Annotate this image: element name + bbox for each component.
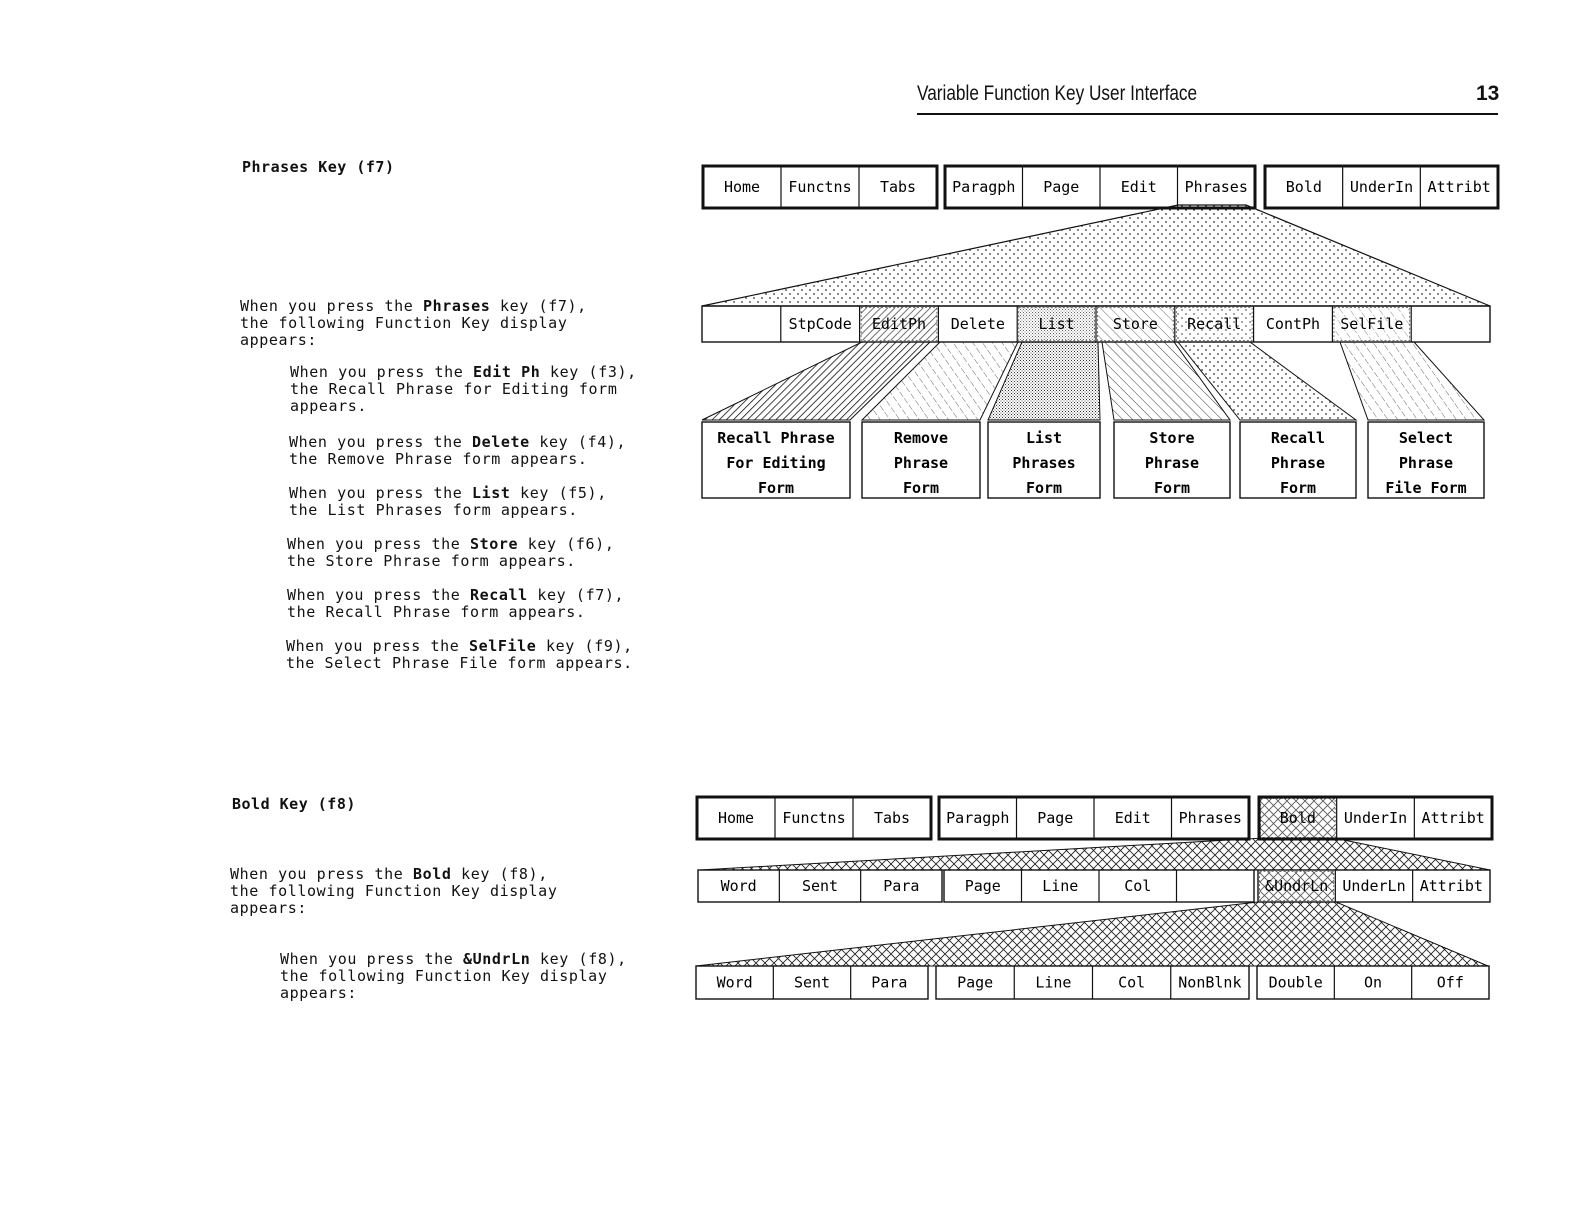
key-bold: Bold — [1285, 178, 1322, 196]
key-col: Col — [1118, 973, 1146, 992]
key-word: Word — [716, 973, 753, 992]
form-label-line: Form — [1153, 479, 1191, 497]
key-line: Line — [1042, 877, 1079, 895]
key-attribt: Attribt — [1419, 877, 1483, 895]
key-word: Word — [720, 877, 757, 895]
form-label-line: Recall Phrase — [717, 429, 835, 447]
selfile-fan-shape — [1340, 342, 1484, 420]
form-label-line: For Editing — [726, 454, 826, 472]
key-store: Store — [1112, 315, 1158, 333]
key-paragph: Paragph — [952, 178, 1016, 196]
bold-intro: When you press the Bold key (f8), the following Function Key display appears: — [230, 865, 558, 917]
key-para: Para — [883, 877, 920, 895]
key-paragph: Paragph — [946, 809, 1010, 827]
key-edit: Edit — [1114, 809, 1151, 827]
key-underin: UnderIn — [1343, 809, 1408, 827]
phrases-item-recall: When you press the Recall key (f7), the Recall Phrase form appears. — [287, 586, 625, 621]
form-label-line: Form — [757, 479, 795, 497]
form-label-line: Phrase — [1398, 454, 1454, 472]
key-nonblnk: NonBlnk — [1178, 973, 1242, 992]
key-sent: Sent — [801, 877, 839, 895]
key-col: Col — [1124, 877, 1152, 895]
key-contph: ContPh — [1265, 315, 1321, 333]
form-label-line: Phrases — [1012, 454, 1076, 472]
phrases-item-store: When you press the Store key (f6), the Store Phrase form appears. — [287, 535, 615, 570]
key-home: Home — [723, 178, 761, 196]
key-delete: Delete — [950, 315, 1005, 333]
key-phrases: Phrases — [1184, 178, 1248, 196]
key-phrases: Phrases — [1178, 809, 1242, 827]
undrln-fan-shape — [696, 902, 1488, 966]
key-edit: Edit — [1120, 178, 1157, 196]
undrln-sub-key-row — [696, 966, 1489, 999]
key-off: Off — [1436, 973, 1464, 992]
phrases-intro: When you press the Phrases key (f7), the following Function Key display appears: — [240, 297, 587, 349]
form-label-line: Form — [1279, 479, 1317, 497]
key-functns: Functns — [788, 178, 852, 196]
form-label-line: Store — [1149, 429, 1195, 447]
phrases-main-key-row — [703, 166, 1498, 208]
form-label-line: Form — [902, 479, 940, 497]
form-label-line: Phrase — [1144, 454, 1200, 472]
key-line: Line — [1035, 973, 1072, 992]
key-recall: Recall — [1187, 315, 1242, 333]
form-label-line: Form — [1025, 479, 1063, 497]
key-attribt: Attribt — [1427, 178, 1491, 196]
phrases-item-delete: When you press the Delete key (f4), the Remove Phrase form appears. — [289, 433, 627, 468]
section-heading-phrases: Phrases Key (f7) — [242, 158, 395, 176]
phrases-item-list: When you press the List key (f5), the List Phrases form appears. — [289, 484, 607, 519]
key-bold: Bold — [1279, 809, 1316, 827]
key-underin: UnderIn — [1349, 178, 1414, 196]
key-page: Page — [1043, 178, 1080, 196]
key-para: Para — [871, 973, 908, 992]
form-label-line: Select — [1398, 429, 1454, 447]
key-undrln: &UndrLn — [1265, 877, 1329, 895]
key-page: Page — [957, 973, 994, 992]
form-label-line: File Form — [1385, 479, 1467, 497]
key-double: Double — [1268, 973, 1323, 992]
phrases-fan-shape — [702, 205, 1490, 306]
key-page: Page — [1037, 809, 1074, 827]
form-label-line: Phrase — [1270, 454, 1326, 472]
bold-fan-shape — [700, 838, 1490, 870]
key-home: Home — [717, 809, 755, 827]
key-selfile: SelFile — [1340, 315, 1404, 333]
key-tabs: Tabs — [873, 809, 911, 827]
key-underln: UnderLn — [1342, 877, 1406, 895]
bold-main-key-row — [697, 797, 1492, 839]
bold-item-undrln: When you press the &UndrLn key (f8), the following Function Key display appears: — [280, 950, 627, 1002]
phrases-item-selfile: When you press the SelFile key (f9), the Select Phrase File form appears. — [286, 637, 633, 672]
key-sent: Sent — [793, 973, 831, 992]
phrases-item-editph: When you press the Edit Ph key (f3), the Recall Phrase for Editing form appears. — [290, 363, 637, 415]
key-tabs: Tabs — [879, 178, 917, 196]
phrases-forms-row — [702, 422, 1484, 498]
form-label-line: Remove — [893, 429, 949, 447]
key-functns: Functns — [782, 809, 846, 827]
key-on: On — [1363, 973, 1383, 992]
form-label-line: Recall — [1270, 429, 1326, 447]
phrases-sub-key-row — [702, 306, 1490, 342]
form-label-line: List — [1025, 429, 1063, 447]
section-heading-bold: Bold Key (f8) — [232, 795, 356, 813]
key-page: Page — [964, 877, 1001, 895]
key-stpcode: StpCode — [788, 315, 852, 333]
key-list: List — [1038, 315, 1075, 333]
form-label-line: Phrase — [893, 454, 949, 472]
page-number: 13 — [1476, 82, 1500, 105]
key-attribt: Attribt — [1421, 809, 1485, 827]
running-header-title: Variable Function Key User Interface — [917, 82, 1198, 105]
key-editph: EditPh — [871, 315, 927, 333]
bold-sub-key-row — [698, 870, 1490, 902]
